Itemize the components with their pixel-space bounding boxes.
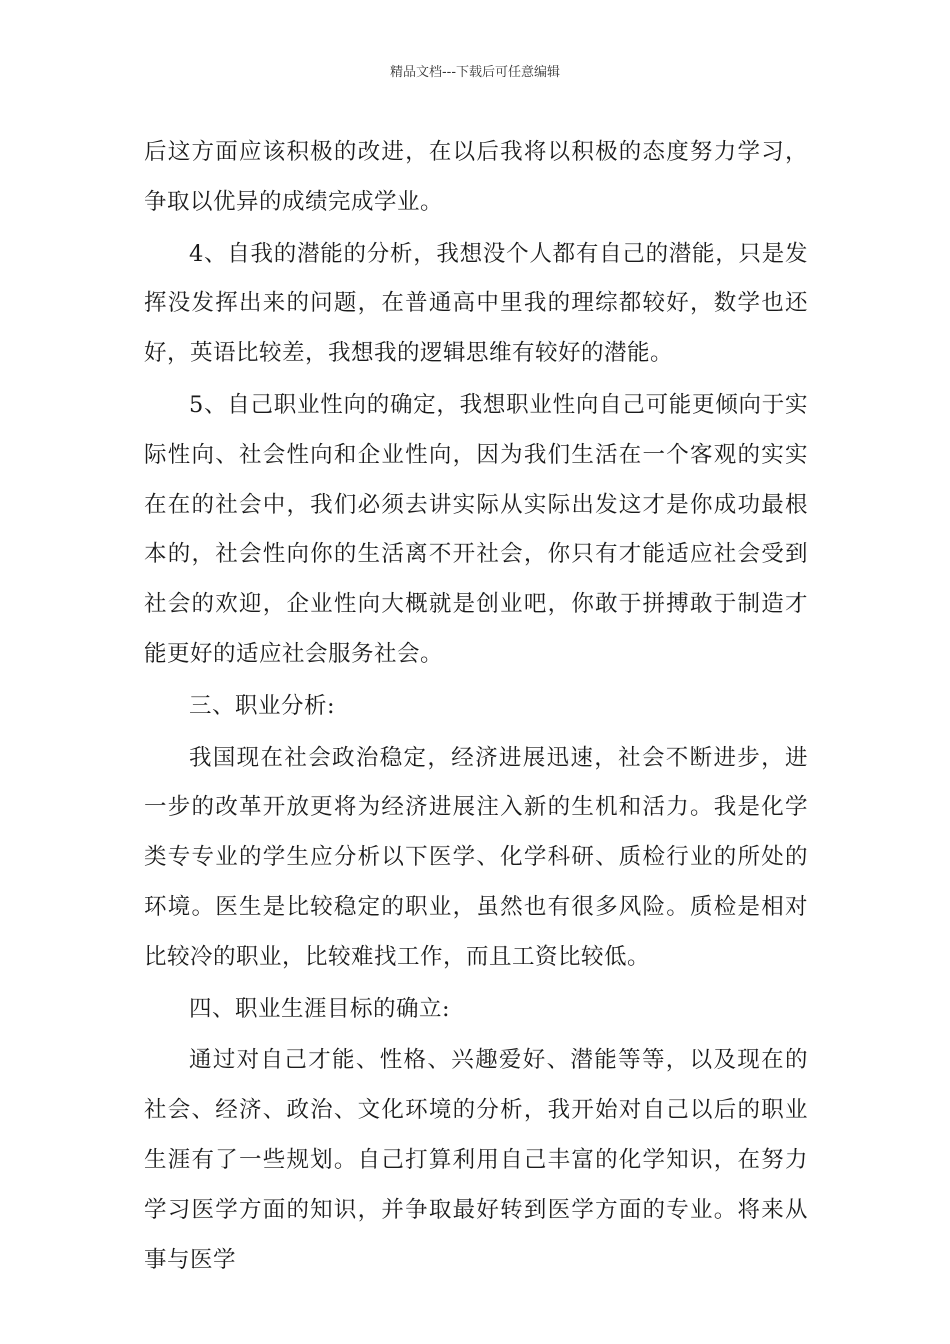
paragraph-2: 4、自我的潜能的分析，我想没个人都有自己的潜能，只是发挥没发挥出来的问题，在普通高中里我的理综都较好，数学也还好，英语比较差，我想我的逻辑思维有较好的潜能。 bbox=[144, 240, 808, 367]
page-header: 精品文档---下载后可任意编辑 bbox=[389, 65, 561, 80]
paragraph-3: 5、自己职业性向的确定，我想职业性向自己可能更倾向于实际性向、社会性向和企业性向，因为我们生活在一个客观的实实在在的社会中，我们必须去讲实际从实际出发这才是你成功最根本的，社会性向你的生活离不开社会，你只有才能适应社会受到社会的欢迎，企业性向大概就是创业吧，你敢于拼搏敢于制造才能更好的适应社会服务社会。 bbox=[144, 391, 808, 667]
paragraph-1: 后这方面应该积极的改进，在以后我将以积极的态度努力学习，争取以优异的成绩完成学业。 bbox=[144, 139, 808, 215]
paragraph-4: 我国现在社会政治稳定，经济进展迅速，社会不断进步，进一步的改革开放更将为经济进展注入新的生机和活力。我是化学类专专业的学生应分析以下医学、化学科研、质检行业的所处的环境。医生是比较稳定的职业，虽然也有很多风险。质检是相对比较冷的职业，比较难找工作，而且工资比较低。 bbox=[144, 744, 808, 970]
section-heading-4: 四、职业生涯目标的确立: bbox=[189, 995, 451, 1022]
section-heading-3: 三、职业分析: bbox=[189, 692, 336, 719]
document-body bbox=[144, 128, 808, 1287]
paragraph-5: 通过对自己才能、性格、兴趣爱好、潜能等等，以及现在的社会、经济、政治、文化环境的分析，我开始对自己以后的职业生涯有了一些规划。自己打算利用自己丰富的化学知识，在努力学习医学方面的知识，并争取最好转到医学方面的专业。将来从事与医学 bbox=[144, 1047, 808, 1273]
